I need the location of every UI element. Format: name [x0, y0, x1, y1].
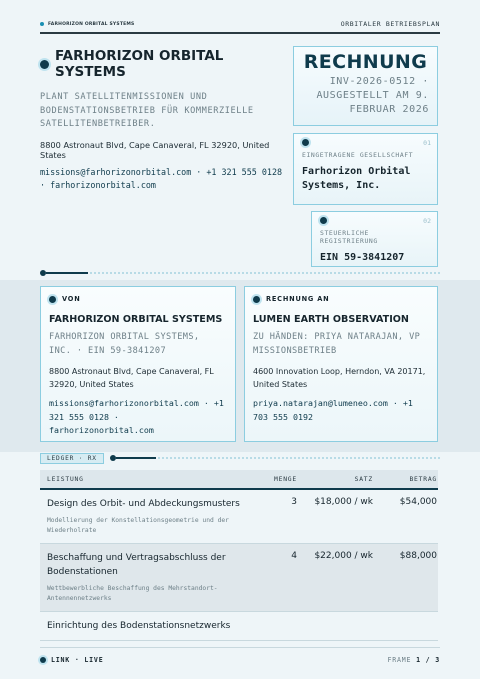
footer [40, 647, 440, 671]
top-bar [40, 16, 440, 34]
company-name-text: FARHORIZON ORBITAL SYSTEMS [55, 48, 224, 80]
item-rate [297, 619, 373, 633]
item-note: Wettbewerbliche Beschaffung des Mehrstandort-Antennennetzwerks [47, 585, 218, 602]
registration-card-tax [311, 211, 438, 267]
item-description: Einrichtung des Bodenstationsnetzwerks [47, 621, 231, 631]
invoice-number-date: INV-2026-0512 · AUSGESTELLT AM 9. FEBRUAR 2026 [316, 76, 429, 115]
column-header-qty: MENGE [274, 475, 297, 483]
item-qty [253, 619, 297, 633]
company-name [40, 48, 285, 80]
item-amount [373, 619, 437, 633]
frame-counter: FRAME 1 / 3 [387, 655, 440, 664]
from-heading: VON [49, 295, 227, 303]
table-row [40, 612, 438, 641]
card-value: Farhorizon Orbital Systems, Inc. [302, 166, 411, 191]
brand-name: FARHORIZON ORBITAL SYSTEMS [48, 21, 135, 27]
bill-to-attention: ZU HÄNDEN: PRIYA NATARAJAN, VP MISSIONSBETRIEB [253, 332, 421, 356]
company-tagline: PLANT SATELLITENMISSIONEN UND BODENSTATIONSBETRIEB FÜR KOMMERZIELLE SATELLITENBETREIBER. [40, 92, 254, 129]
card-index: 02 [423, 217, 431, 225]
item-description: Beschaffung und Vertragsabschluss der Bodenstationen [47, 553, 226, 577]
column-header-amount: BETRAG [409, 475, 437, 483]
from-legal: FARHORIZON ORBITAL SYSTEMS, INC. · EIN 59-3841207 [49, 332, 200, 356]
item-qty: 3 [291, 497, 297, 507]
card-dot-icon [302, 139, 309, 146]
brand-mark [40, 22, 135, 27]
item-amount: $54,000 [399, 497, 437, 507]
item-note: Modellierung der Konstellationsgeometrie und der Wiederholrate [47, 517, 229, 534]
status-dot-icon [40, 60, 49, 69]
item-rate: $18,000 / wk [314, 497, 373, 507]
bill-to-address: 4600 Innovation Loop, Herndon, VA 20171, United States [253, 367, 426, 389]
plan-label: ORBITALER BETRIEBSPLAN [340, 20, 440, 28]
section-separator [40, 270, 440, 276]
bill-to-card [244, 286, 438, 442]
item-rate: $22,000 / wk [314, 551, 373, 561]
table-row [40, 544, 438, 612]
card-label: STEUERLICHE REGISTRIERUNG [320, 229, 378, 245]
card-dot-icon [320, 217, 327, 224]
card-index: 01 [423, 139, 431, 147]
table-row [40, 490, 438, 544]
from-address: 8800 Astronaut Blvd, Cape Canaveral, FL 32920, United States [49, 367, 214, 389]
line-items-table [40, 470, 438, 641]
live-dot-icon [40, 657, 46, 663]
table-header [40, 470, 438, 490]
link-status: LINK · LIVE [40, 656, 103, 664]
bill-to-contact: priya.natarajan@lumeneo.com · +1 703 555 0192 [253, 398, 413, 422]
card-value: EIN 59-3841207 [320, 252, 405, 263]
bill-to-heading: RECHNUNG AN [253, 295, 429, 303]
ledger-separator [40, 453, 440, 463]
item-qty: 4 [291, 551, 297, 561]
bill-to-name: LUMEN EARTH OBSERVATION [253, 314, 409, 325]
from-card [40, 286, 236, 442]
card-label: EINGETRAGENE GESELLSCHAFT [302, 151, 414, 159]
heading-dot-icon [253, 296, 260, 303]
company-address: 8800 Astronaut Blvd, Cape Canaveral, FL 32920, United States [40, 139, 270, 160]
company-contact: missions@farhorizonorbital.com · +1 321 555 0128 · farhorizonorbital.com [40, 166, 283, 190]
invoice-title-box [293, 46, 438, 126]
from-name: FARHORIZON ORBITAL SYSTEMS [49, 314, 223, 325]
heading-dot-icon [49, 296, 56, 303]
column-header-rate: SATZ [354, 475, 373, 483]
registration-card-company [293, 133, 438, 205]
brand-dot-icon [40, 22, 44, 26]
from-contact: missions@farhorizonorbital.com · +1 321 555 0128 · farhorizonorbital.com [49, 398, 224, 435]
item-description: Design des Orbit- und Abdeckungsmusters [47, 499, 240, 509]
column-header-service: LEISTUNG [47, 475, 84, 483]
item-amount: $88,000 [399, 551, 437, 561]
sender-block [40, 48, 285, 193]
ledger-tag: LEDGER · RX [40, 453, 104, 464]
invoice-title: RECHNUNG [303, 51, 428, 73]
